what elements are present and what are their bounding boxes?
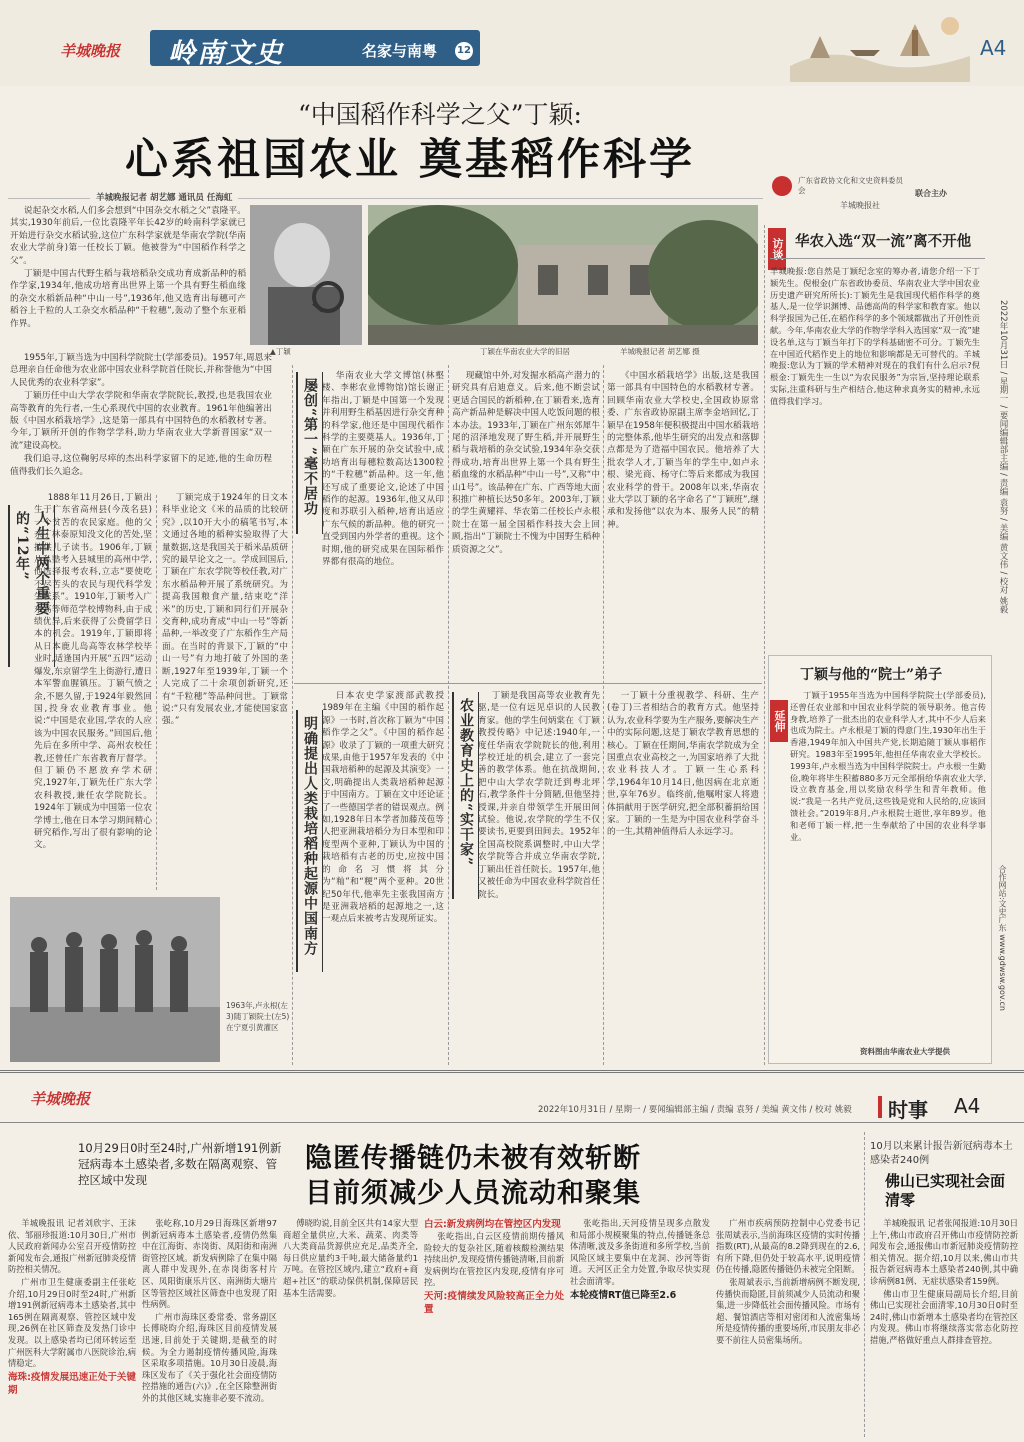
header-illustration — [790, 6, 970, 82]
section-head-life: 人生中两个重要的“12年” — [8, 505, 55, 667]
news-col-2 — [142, 1218, 277, 1440]
strip-top-rule — [0, 1070, 1024, 1073]
news-p8: 广州市疾病预防控制中心党委书记张周斌表示,当前海珠区疫情的实时传播指数(RT),从最高的8.2降到现在的2.6,有所下降,但仍处于较高水平,说明疫情仍在传播,隐匿传播链仍未被完全阻断。 — [716, 1218, 860, 1275]
strip-section: 时事 — [888, 1098, 928, 1122]
news-p4: 广州市海珠区委常委、常务副区长傅晓昀介绍,海珠区目前疫情发展迅速,目前处于关键期,是截至的时候。为全力遏制疫情传播风险,海珠区采取多项措施。10月30日凌晨,海珠区发布了《关于强化社会面疫情防控措施的通告(六)》,在全区除整洲街外的其他区域,实施非必要不流动。 — [142, 1311, 277, 1403]
intro-p4: 丁颖历任中山大学农学院和华南农学院院长,教授,也是我国农业高等教育的先行者,一生心系现代中国的农业教育。1961年他编著出版《中国水稻栽培学》,这是第一部具有中国特色的水稻教材专著。今年,丁颖所开创的作物学学科,助力华南农业大学新晋国家“双一流”建设高校。 — [10, 391, 272, 451]
news-subhead-tianhe: 天河:疫情续发风险较高正全力处置 — [424, 1290, 564, 1315]
news-divider — [864, 1132, 865, 1437]
campus-photo — [368, 205, 758, 345]
section-head-origin: 明确提出人类栽培稻种起源中国南方 — [296, 710, 323, 972]
news-col-1 — [8, 1218, 136, 1440]
news-p11: 佛山市卫生健康局副局长介绍,目前佛山已实现社会面清零,10月30日0时至24时,佛山市新增本土感染者均在管控区内发现。佛山市将继续落实常态化防控措施,严格做好重点人群排查管控。 — [870, 1288, 1018, 1345]
photo-credit: 资料图由华南农业大学提供 — [860, 1047, 950, 1056]
news-p3: 张屹称,10月29日海珠区新增97例新冠病毒本土感染者,疫情仍然集中在江海街、赤岗街、凤阳街和南洲街管控区域。新发病例除了在集中隔离人群中发现外,在赤岗街客村片区、凤阳街康乐片区、南洲街大塘片区等管控区域社区筛查中也发现了阳性病例。 — [142, 1218, 277, 1310]
extension-title: 丁颖与他的“院士”弟子 — [800, 667, 943, 683]
headline-kicker: “中国稻作科学之父”丁颖: — [298, 100, 582, 129]
news-col-5 — [570, 1218, 710, 1440]
group-photo-caption: 1963年,卢永根(左3)随丁颖院士(左5)在宁夏引黄灌区 — [226, 1001, 290, 1032]
strip-info: 2022年10月31日 / 星期一 / 要闻编辑部主编 / 责编 袁努 / 美编 黄文伟 / 校对 姚毅 — [538, 1105, 852, 1115]
section-head-education: 农业教育史上的“实干家” — [452, 692, 479, 899]
news-right-deck: 10月以来累计报告新冠病毒本土感染者240例 — [870, 1141, 1013, 1166]
news-col-7 — [870, 1218, 1018, 1440]
column-7: 丁颖是我国高等农业教育先驱,是一位有远见卓识的人民教育家。他的学生何炳棠在《丁颖教授传略》中记述:1940年,一度任华南农学院院长的他,利用学校迁址的机会,建立了一套完善的教学体系。他在抗战期间,把中山大学农学院迁到粤北坪石,教学条件十分简陋,但他坚持授课,并亲自带领学生开展田间试验。他说,农学院的学生不仅要读书,更要到田间去。1952年全国高校院系调整时,中山大学农学院等合并成立华南农学院,丁颖出任首任院长。1957年,他又被任命为中国农业科学院首任院长。 — [478, 691, 600, 900]
byline: 羊城晚报记者 胡艺娜 通讯员 任海虹 — [90, 191, 238, 203]
issue-number: 12 — [455, 42, 473, 60]
vertical-website: 合作网站:文史广东 www.gdwsw.gov.cn — [998, 865, 1007, 1011]
strip-logo: 羊城晚报 — [30, 1090, 91, 1108]
interview-text: 羊城晚报:您自然是丁颖纪念室的筹办者,请您介绍一下丁颖先生。倪根金(广东省政协委员、华南农业大学中国农业历史遗产研究所所长):丁颖先生是我国现代稻作科学的奠基人,是一位学识渊博、品德高尚的科学家和教育家。他以科学报国为己任,在稻作科学的多个领域都做出了开创性贡献。今年,华南农业大学的作物学学科入选国家“双一流”建设名单,这与丁颖当年打下的学科基础密不可分。丁颖先生在中国近代稻作史上的地位和影响都是无可替代的。羊城晚报:您认为丁颖的学术精神对现在的我们有什么启示?倪根金:丁颖先生一生以“为农民服务”为宗旨,坚持理论联系实际,注重科研与生产相结合,他这种求真务实的精神,永远值得我们学习。 — [770, 266, 980, 406]
intro-text-wide — [10, 352, 272, 486]
news-p6: 张屹指出,白云区疫情前期传播风险较大的复杂社区,随着核酸检测结果持续出炉,发现疫情传播链清晰,目前新发病例均在管控区内发现,疫情有序可控。 — [424, 1231, 564, 1288]
news-subhead-rt: 本轮疫情RT值已降至2.6 — [570, 1289, 677, 1301]
campus-caption: 丁颖在华南农业大学的旧居 — [480, 347, 570, 356]
vertical-date: 2022年10月31日 / 星期一 / 要闻编辑部主编 / 责编 袁努 / 美编 黄文伟 / 校对 姚毅 — [998, 300, 1008, 614]
news-right-head: 佛山已实现社会面清零 — [885, 1172, 1006, 1209]
column-4: 现藏馆中外,对发掘水稻高产潜力的研究具有启迪意义。后来,他不断尝试更适合国民的新稻种,在丁颖看来,选育高产新品种是解决中国人吃饭问题的根本办法。1933年,丁颖在广州东郊犀牛尾的沼泽地发现了野生稻,并开展野生稻与栽培稻的杂交试验,1934年杂交获得成功,培育出世界上第一个具有野生稻血缘的水稻品种“中山一号”,又称“中山1号”。该品种在广东、广西等地大面积推广种植长达50多年。2003年,丁颖的学生黄耀祥、华农第二任校长卢永根院士在第一届全国稻作科技大会上回顾,指出“丁颖院士不愧为中国野生稻种质资源之父”。 — [452, 371, 600, 555]
portrait-photo — [250, 205, 362, 345]
organizer-1: 广东省政协文化和文史资料委员会 — [798, 176, 903, 195]
column-5: 《中国水稻栽培学》出版,这是我国第一部具有中国特色的水稻教材专著。回顾华南农业大学校史,全国政协原常委、广东省政协原副主席李金培回忆,丁颖早在1958年便积极提出中国水稻栽培的完整体系,他毕生研究的出发点和落脚点都是为了造福中国农民。他培养了大批农学人才,丁颖当年的学生中,如卢永根、梁光商、杨守仁等后来都成为我国农业科学的骨干。2008年以来,华南农业大学以丁颖的名字命名了“丁颖班”,继承和发扬他“以农为本、服务人民”的精神。 — [607, 371, 759, 530]
interview-rule — [770, 258, 985, 259]
extension-tag: 延伸 — [770, 700, 788, 742]
news-col-6 — [716, 1218, 860, 1440]
divider — [156, 495, 157, 890]
intro-p1: 说起杂交水稻,人们多会想到“中国杂交水稻之父”袁隆平。其实,1930年前后,一位比袁隆平年长42岁的岭南科学家就已开始进行杂交水稻试验,这位广东科学家就是华南农学院(华南农业大学前身)第一任校长丁颖。他被誉为“中国稻作科学之父”。 — [10, 206, 246, 266]
strip-bottom-rule — [0, 1122, 1024, 1123]
column-2: 丁颖完成于1924年的日文本科毕业论文《米的品质的比较研究》,以10开大小的稿笔书写,本文通过各地的稻种实验取得了大量数据,这是我国关于稻米品质研究的最早论文之一。学成回国后,丁颖在广东农学院等校任教,对广东水稻品种开展了系统研究。为提高我国粮食产量,结束吃“洋米”的历史,丁颖和同行们开展杂交育种,成功育成“中山一号”等新品种,一举改变了广东稻作生产局面。在当时的背景下,丁颖的“中山一号”有力地打破了外国的垄断,1927年至1939年,丁颖一个人完成了二十余项创新研究,还有“千粒穗”等品种问世。丁颖常说:“只有发展农业,才能使国家富强。” — [162, 493, 288, 727]
divider — [603, 365, 604, 1065]
column-3: 华南农业大学文博馆(林壑楼、李彬农业博物馆)馆长谢正年指出,丁颖是中国第一个发现并利用野生稻基因进行杂交育种的科学家,他还是中国现代稻作科学的主要奠基人。1936年,丁颖在广东开展的杂交试验中,成功培育出每穗粒数高达1300粒的“千粒穗”新品种。这一年,他还写成了重要论文,论述了中国稻作的起源。1936年,他又从印度和苏联引入稻种,培育出适应广东气候的新品种。他的研究一直受到国内外学者的重视。这个时期,他的研究成果在国际稻作界都有很高的地位。 — [322, 371, 444, 568]
paper-logo: 羊城晚报 — [60, 42, 121, 60]
portrait-caption: ▲丁颖 — [270, 347, 291, 356]
news-headline-1: 隐匿传播链仍未被有效斩断 — [305, 1143, 641, 1174]
news-p7: 张屹指出,天河疫情呈现多点散发和局部小规模聚集的特点,传播链条总体清晰,波及多条街道和多所学校,当前风险区域主要集中在龙洞、沙河等街道。天河区正全力处置,争取尽快实现社会面清零。 — [570, 1218, 710, 1286]
top-banner — [0, 0, 1024, 86]
page-code: A4 — [980, 36, 1007, 60]
news-col-4 — [424, 1218, 564, 1440]
intro-p2: 丁颖是中国古代野生稻与栽培稻杂交成功育成新品种的稻作学家,1934年,他成功培育出世界上第一个具有野生稻血缘的杂交水稻新品种“中山一号”,1936年,他又选育出每穗可产稻谷上千粒的人工杂交水稻品种“千粒穗”,轰动了整个东亚稻作界。 — [10, 269, 246, 329]
news-subhead-haizhu: 海珠:疫情发展迅速正处于关键期 — [8, 1371, 136, 1396]
news-p9: 张周斌表示,当前新增病例不断发现,传播快而隐匿,目前须减少人员流动和聚集,进一步降低社会面传播风险。市场有超、餐馆酒店等相对密闭和人流密集场所是疫情传播的重要场所,市民朋友非必要不前往人员密集场所。 — [716, 1276, 860, 1345]
intro-p3: 1955年,丁颖当选为中国科学院院士(学部委员)。1957年,周恩来总理亲自任命他为农业部中国农业科学院首任院长,并称誉他为“中国人民优秀的农业科学家”。 — [10, 353, 272, 388]
news-headline-2: 目前须减少人员流动和聚集 — [305, 1178, 641, 1209]
divider — [292, 365, 293, 1065]
interview-tag: 访谈 — [768, 228, 786, 270]
main-headline: 心系祖国农业 奠基稻作科学 — [125, 135, 695, 185]
news-p10: 羊城晚报讯 记者张闻报道:10月30日上午,佛山市政府召开佛山市疫情防控新闻发布会,通报佛山市新冠肺炎疫情防控相关情况。据介绍,10月以来,佛山市共报告新冠病毒本土感染者240例,其中确诊病例81例、无症状感染者159例。 — [870, 1218, 1018, 1286]
news-left-deck: 10月29日0时至24时,广州新增191例新冠病毒本土感染者,多数在隔离观察、管控区域中发现 — [78, 1141, 282, 1187]
subsection-title: 名家与南粤 — [362, 42, 438, 60]
group-photo — [10, 897, 220, 1062]
divider — [764, 225, 765, 1065]
section-head-firsts: 屡创“第一”毫不居功 — [296, 372, 323, 534]
intro-p5: 我们追寻,这位鞠躬尽瘁的杰出科学家留下的足迹,他的生命历程值得我们长久追念。 — [10, 454, 272, 477]
section-title: 岭南文史 — [168, 38, 284, 69]
news-subhead-baiyun: 白云:新发病例均在管控区内发现 — [424, 1219, 561, 1230]
divider — [448, 365, 449, 1065]
news-p2: 广州市卫生健康委副主任张屹介绍,10月29日0时至24时,广州新增191例新冠病毒本土感染者,其中165例在隔离观察、管控区域中发现,26例在社区筛查及发热门诊中发现。以上感染者均已闭环转运至广州医科大学附属市八医院诊治,病情稳定。 — [8, 1276, 136, 1369]
news-p5: 傅晓昀说,目前全区共有14家大型商超全量供应,大米、蔬菜、肉类等八大类商品货源供应充足,品类齐全,每日供应量约3千吨,最大储备量约1万吨。在管控区域内,建立“政府+商超+社区”的联动保供机制,保障居民基本生活需要。 — [283, 1218, 418, 1298]
news-col-3 — [283, 1218, 418, 1440]
column-1: 1888年11月26日,丁颖出生于广东省高州县(今茂名县)一个贫苦的农民家庭。他的父亲丁林泰原知没文化的苦处,坚持供儿子读书。1906年,丁颖从私塾考入县城里的高州中学,他选择报考农科,立志“要使吃不尽苦头的农民与现代科学发生联系”。1910年,丁颖考入广东高等师范学校博物科,由于成绩优异,后来获得了公费留学日本的机会。1919年,丁颖即将从日本鹿儿岛高等农林学校毕业时,适逢国内开展“五四”运动爆发,东京留学生上街游行,遭日本军警血腥镇压。丁颖气愤之余,不愿久留,于1924年毅然回国,投身农业教育事业。他说:“中国是农业国,学农的人应该为中国农民服务。”回国后,他先后在多所中学、高州农校任教,还曾任广东省教育厅督学。但丁颖仍不愿放弃学术研究,1927年,丁颖先任广东大学农科教授,兼任农学院院长。1924年丁颖成为中国第一位农学博士,他在日本学习期间精心研究稻作,写出了很有影响的论文。 — [34, 493, 152, 851]
extension-text: 丁颖于1955年当选为中国科学院院士(学部委员),还曾任农业部和中国农业科学院的领导职务。他言传身教,培养了一批杰出的农业科学人才,其中不少人后来也成为院士。卢永根是丁颖的得意门生,1930年出生于香港,1949年加入中国共产党,长期追随丁颖从事稻作研究。1983年至1995年,他担任华南农业大学校长。1993年,卢永根当选为中国科学院院士。卢永根一生勤俭,晚年将毕生积蓄880多万元全部捐给华南农业大学,设立教育基金,用以奖励农科学生和青年教师。他说:“我是一名共产党员,这些钱是党和人民给的,应该回馈社会。”2019年8月,卢永根院士逝世,享年89岁。他和老师丁颖一样,把一生奉献给了中国的农业科学事业。 — [790, 690, 986, 842]
campus-credit: 羊城晚报记者 胡艺娜 摄 — [620, 347, 700, 356]
row-rule — [294, 683, 762, 684]
strip-page: A4 — [954, 1094, 981, 1118]
organizer-role: 联合主办 — [915, 189, 947, 198]
organizer-2: 羊城晚报社 — [840, 201, 880, 210]
strip-section-bar — [878, 1096, 882, 1118]
news-p1: 羊城晚报讯 记者刘欣宇、王沫依、邹丽珍报道:10月30日,广州市人民政府新闻办公室召开疫情防控新闻发布会,通报广州新冠肺炎疫情防控相关情况。 — [8, 1218, 136, 1275]
column-8: 一丁颖十分重视教学、科研、生产(卷丁)三者相结合的教育方式。他坚持认为,农业科学要为生产服务,要解决生产中的实际问题,这是丁颖农学教育思想的核心。丁颖在任期间,华南农学院成为全国重点农业高校之一,为国家培养了大批农业科技人才。丁颖一生心系科学,1964年10月14日,他因病在北京逝世,享年76岁。临终前,他嘱咐家人将遗体捐献用于医学研究,把全部积蓄捐给国家。丁颖的一生是为中国农业科学奋斗的一生,其精神值得后人永远学习。 — [607, 691, 759, 838]
organizer-seal-icon — [772, 176, 792, 196]
column-6: 日本农史学家渡部武教授1989年在主编《中国的稻作起源》一书时,首次称丁颖为“中国稻作学之父”。《中国的稻作起源》收录了丁颖的一项重大研究成果,由他于1957年发表的《中国栽培稻种的起源及其演变》一文,明确提出人类栽培稻种起源于中国南方。丁颖在文中还论证了一些德国学者的错误观点。例如,1928年日本学者加藤茂苞等人把亚洲栽培稻分为日本型和印度型两个亚种,丁颖认为中国的栽培稻有古老的历史,应按中国的命名习惯将其分为“籼”和“粳”两个亚种。20世纪50年代,他率先主张我国南方是亚洲栽培稻的起源地之一,这一观点后来被考古发现所证实。 — [322, 691, 444, 925]
interview-title: 华农入选“双一流”离不开他 — [795, 233, 972, 250]
